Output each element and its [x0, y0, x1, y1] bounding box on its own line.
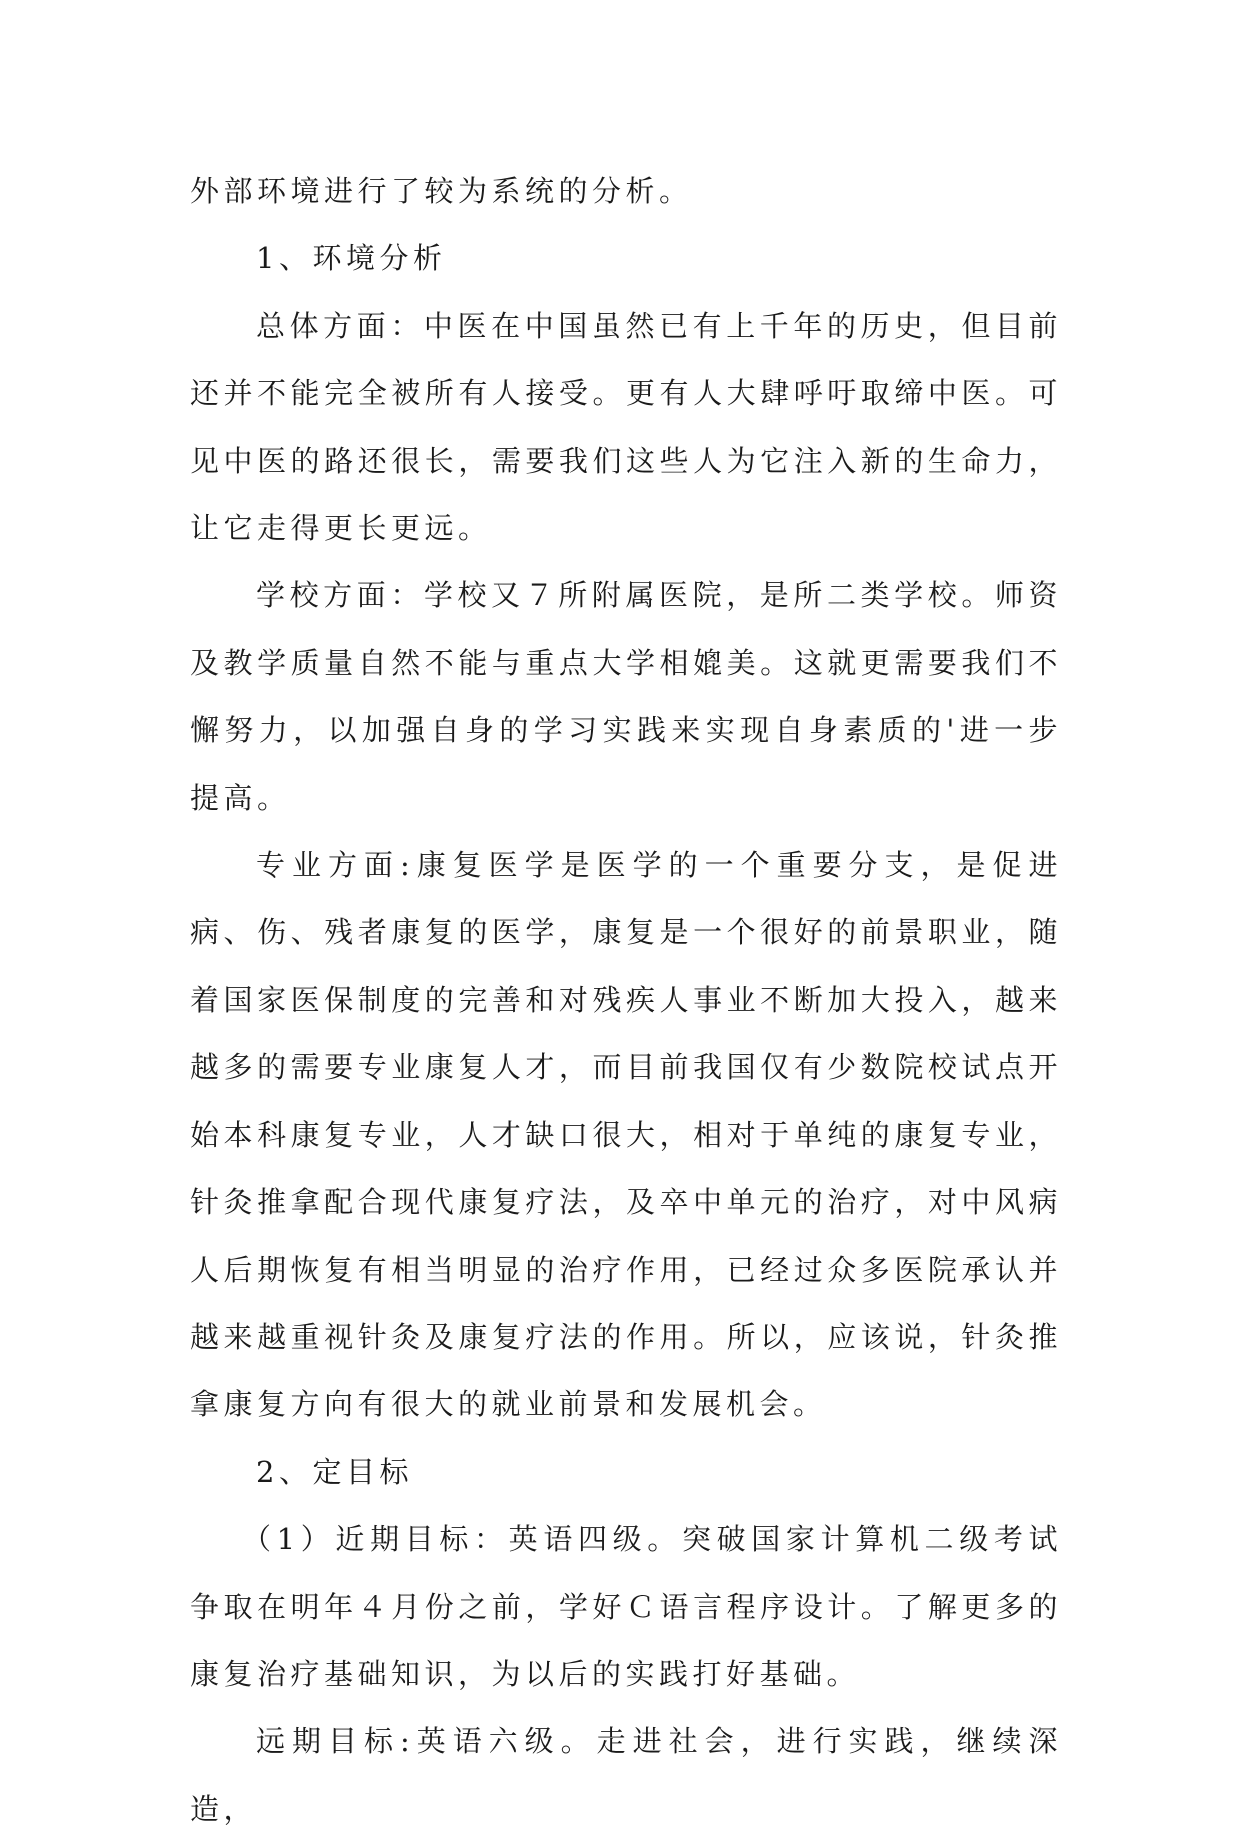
- paragraph-short-term-goals: （1）近期目标：英语四级。突破国家计算机二级考试争取在明年４月份之前，学好Ｃ语言程序设计。了解更多的康复治疗基础知识，为以后的实践打好基础。: [190, 1522, 1062, 1691]
- section-heading-environment-analysis: 1、环境分析: [256, 241, 447, 276]
- paragraph-overall: 总体方面：中医在中国虽然已有上千年的历史，但目前还并不能完全被所有人接受。更有人大肆呼吁取缔中医。可见中医的路还很长，需要我们这些人为它注入新的生命力，让它走得更长更远。: [190, 308, 1062, 546]
- section-heading-set-goals: 2、定目标: [256, 1454, 413, 1489]
- paragraph-continuation: 外部环境进行了较为系统的分析。: [190, 174, 693, 208]
- paragraph-long-term-goals: 远期目标:英语六级。走进社会，进行实践，继续深造，: [190, 1724, 1062, 1826]
- paragraph-school: 学校方面：学校又７所附属医院，是所二类学校。师资及教学质量自然不能与重点大学相媲美。这就更需要我们不懈努力，以加强自身的学习实践来实现自身素质的'进一步提高。: [190, 578, 1062, 815]
- paragraph-major: 专业方面:康复医学是医学的一个重要分支，是促进病、伤、残者康复的医学，康复是一个很好的前景职业，随着国家医保制度的完善和对残疾人事业不断加大投入，越来越多的需要专业康复人才，而目前我国仅有少数院校试点开始本科康复专业，人才缺口很大，相对于单纯的康复专业，针灸推拿配合现代康复疗法，及卒中单元的治疗，对中风病人后期恢复有相当明显的治疗作用，已经过众多医院承认并越来越重视针灸及康复疗法的作用。所以，应该说，针灸推拿康复方向有很大的就业前景和发展机会。: [190, 848, 1062, 1422]
- document-body: [190, 158, 1062, 1843]
